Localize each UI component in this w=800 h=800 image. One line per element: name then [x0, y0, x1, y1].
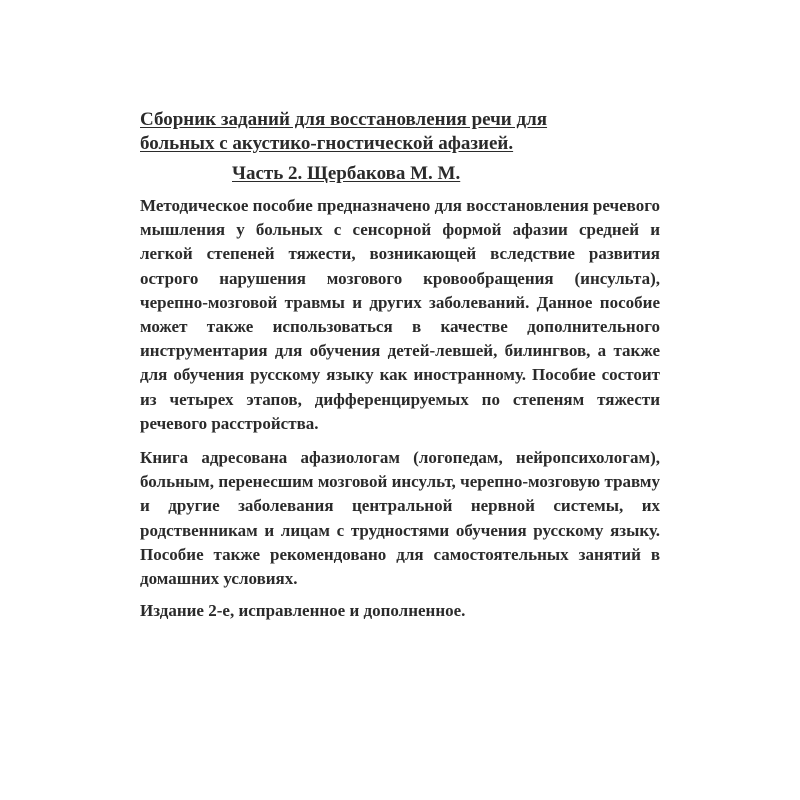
edition-note: Издание 2-е, исправленное и дополненное.: [140, 601, 466, 621]
document-subtitle: Часть 2. Щербакова М. М.: [232, 163, 461, 184]
title-line-1: Сборник заданий для восстановления речи для: [140, 109, 548, 130]
audience-paragraph: Книга адресована афазиологам (логопедам, нейропсихологам), больным, перенесшим мозговой инсульт, черепно-мозговую травму и другие заболевания центральной нервной системы, их родственникам и лицам с трудностями обучения русскому языку. Пособие также рекомендовано для самостоятельных занятий в домашних условиях.: [140, 448, 660, 589]
description-paragraph: Методическое пособие предназначено для восстановления речевого мышления у больных с сенсорной формой афазии средней и легкой степеней тяжести, возникающей вследствие развития острого нарушения мозгового кровообращения (инсульта), черепно-мозговой травмы и других заболеваний. Данное пособие может также использоваться в качестве дополнительного инструментария для обучения детей-левшей, билингвов, а также для обучения русскому языку как иностранному. Пособие состоит из четырех этапов, дифференцируемых по степеням тяжести речевого расстройства.: [140, 196, 660, 433]
document-page: [140, 100, 660, 623]
title-line-2: больных с акустико-гностической афазией.: [140, 133, 514, 154]
document-title: [140, 108, 660, 156]
